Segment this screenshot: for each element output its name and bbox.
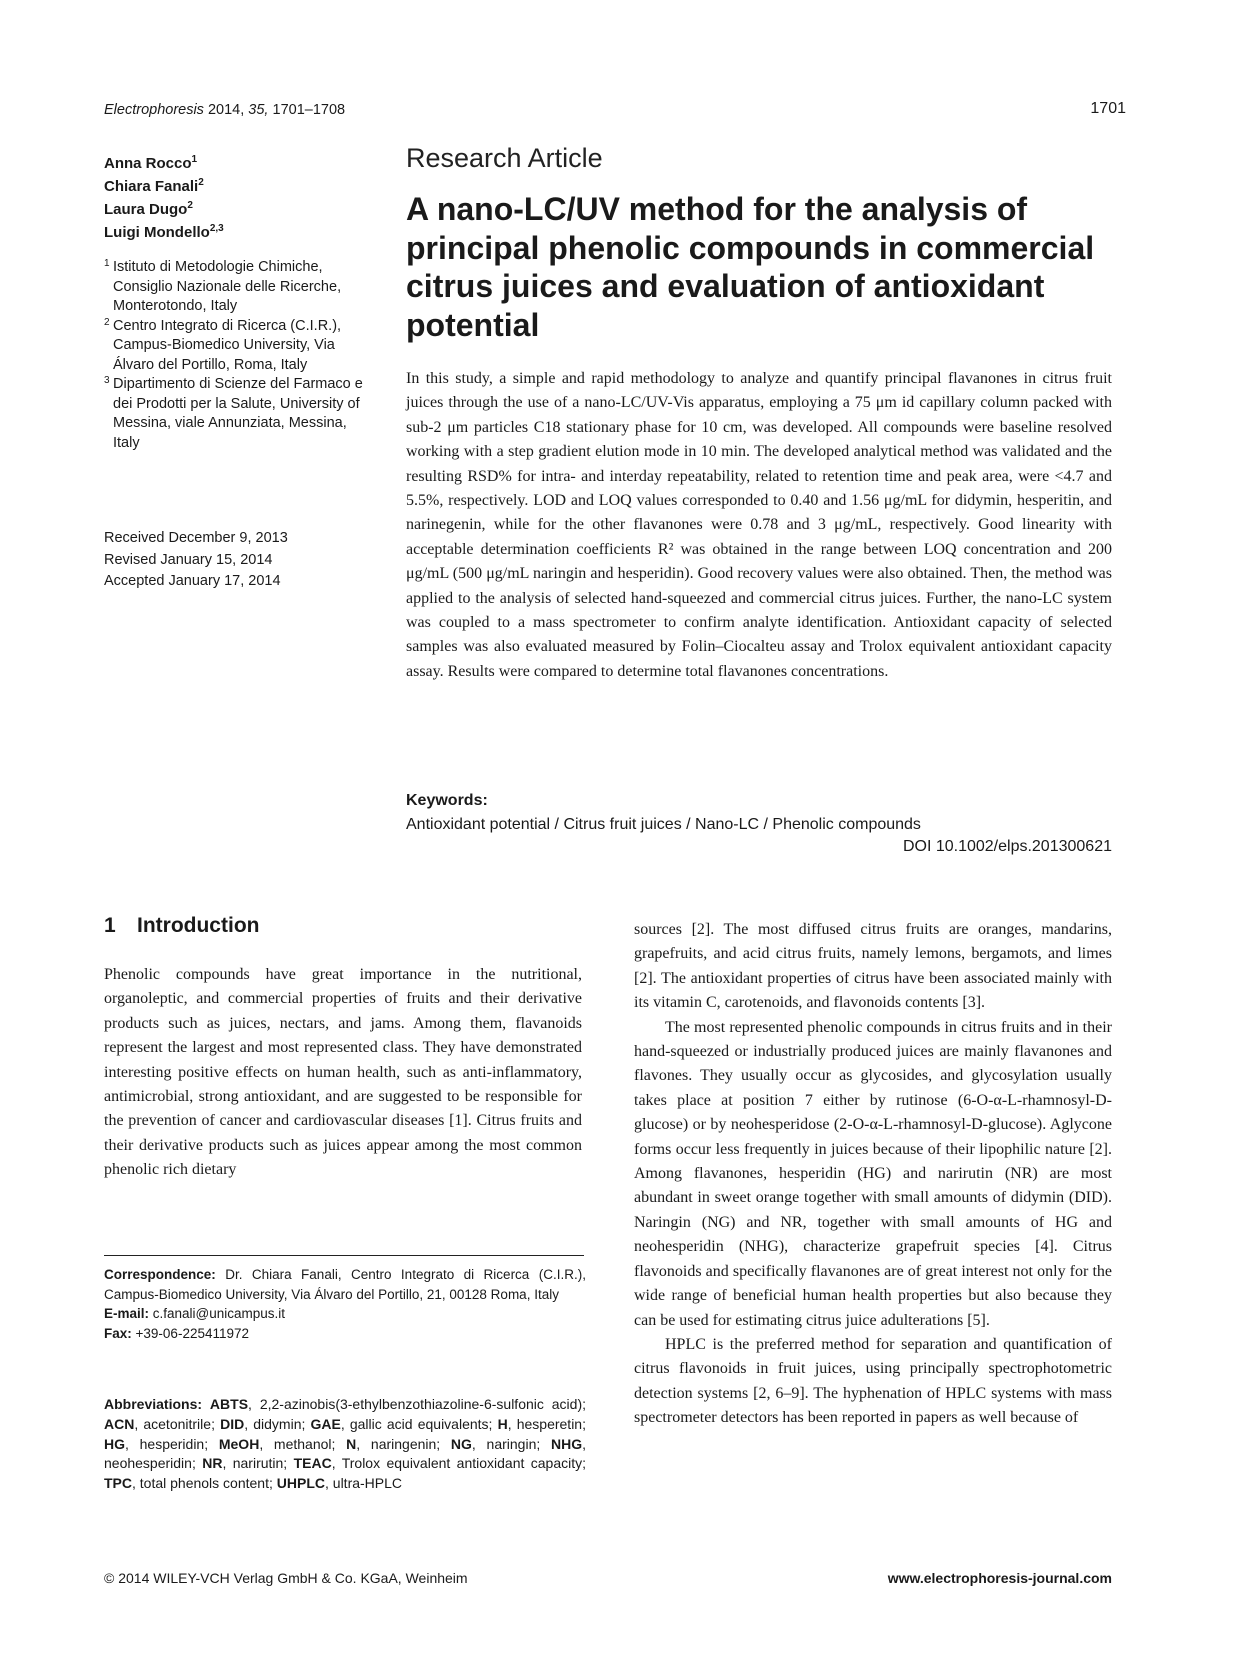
article-title: A nano-LC/UV method for the analysis of principal phenolic compounds in commercial citrus juices and evaluation of antioxidant potential xyxy=(406,191,1095,343)
email-label: E-mail: xyxy=(104,1306,150,1321)
section-heading-introduction xyxy=(104,914,259,938)
journal-pages: 1701–1708 xyxy=(272,102,346,118)
abbreviation-item: TPC, total phenols content; xyxy=(104,1475,277,1492)
section-title: Introduction xyxy=(137,914,260,937)
correspondence-label: Correspondence: xyxy=(104,1267,216,1282)
paragraph: Phenolic compounds have great importance in the nutritional, organoleptic, and commercial properties of fruits and their derivative products such as juices, nectars, and jams. Among them, flavanoids represent the largest and most represented class. They have demonstrated interesting positive effects on human health, such as anti-inflammatory, antimicrobial, strong antioxidant, and are suggested to be responsible for the prevention of cancer and cardiovascular diseases [1]. Citrus fruits and their derivative products such as juices appear among the most common phenolic rich dietary xyxy=(104,966,582,1179)
abbreviation-item: UHPLC, ultra-HPLC xyxy=(276,1475,403,1492)
paragraph: HPLC is the preferred method for separation and quantification of citrus flavonoids in fruit juices, using principally spectrophotometric detection systems [2, 6–9]. The hyphenation of HPLC systems with mass spectrometer detectors has been reported in papers as well because of xyxy=(634,1335,1112,1427)
running-head xyxy=(104,102,345,118)
abbreviation-item: HG, hesperidin; xyxy=(104,1435,219,1452)
abbreviation-item: NHG, neohesperidin; xyxy=(104,1435,586,1472)
abbreviation-item: MeOH, methanol; xyxy=(218,1435,347,1452)
author-list xyxy=(104,150,364,242)
abbreviation-item: GAE, gallic acid equivalents; xyxy=(310,1415,498,1432)
affiliation-list xyxy=(104,258,366,453)
journal-year: 2014, xyxy=(207,102,245,118)
abbreviation-item: H, hesperetin; xyxy=(497,1415,586,1432)
abbreviation-item: ACN, acetonitrile; xyxy=(104,1415,221,1432)
accepted-date: Accepted January 17, 2014 xyxy=(104,573,281,589)
footnote-divider xyxy=(104,1255,584,1256)
abbreviation-item: NR, narirutin; xyxy=(202,1455,294,1472)
abbreviations-label: Abbreviations: xyxy=(104,1396,203,1412)
abbreviation-item: TEAC, Trolox equivalent antioxidant capacity; xyxy=(293,1455,586,1472)
abbreviation-item: N, naringenin; xyxy=(346,1435,451,1452)
body-column-left xyxy=(104,963,582,1183)
author: Luigi Mondello$^{2,3}$ xyxy=(104,223,224,241)
author: Laura Dugo$^2$ xyxy=(104,200,193,218)
fax-label: Fax: xyxy=(104,1325,132,1341)
footer-copyright: © 2014 WILEY-VCH Verlag GmbH & Co. KGaA, Weinheim xyxy=(104,1570,468,1586)
correspondence-note xyxy=(104,1265,586,1343)
author: Chiara Fanali$^2$ xyxy=(104,177,204,195)
footer-url[interactable]: www.electrophoresis-journal.com xyxy=(887,1570,1112,1586)
author: Anna Rocco$^1$ xyxy=(104,154,198,172)
journal-name: Electrophoresis xyxy=(104,102,204,118)
abbreviation-item: NG, naringin; xyxy=(450,1435,551,1452)
section-number: 1 xyxy=(104,914,116,937)
affiliation: 1 Istituto di Metodologie Chimiche, Consiglio Nazionale delle Ricerche, Monterotondo, Italy xyxy=(104,258,342,314)
body-column-right xyxy=(634,918,1112,1431)
keywords-text: Antioxidant potential / Citrus fruit juices / Nano-LC / Phenolic compounds xyxy=(406,816,921,833)
paragraph: The most represented phenolic compounds in citrus fruits and in their hand-squeezed or industrially produced juices are mainly flavanones and flavones. They usually occur as glycosides, and glycosylation usually takes place at position 7 either by rutinose (6-O-α-L-rhamnosyl-D-glucose) or by neohesperidose (2-O-α-L-rhamnosyl-D-glucose). Aglycone forms occur less frequently in juices because of their lipophilic nature [2]. Among flavanones, hesperidin (HG) and narirutin (NR) are most abundant in sweet orange together with small amounts of didymin (DID). Naringin (NG) and NR, together with small amounts of HG and neohesperidin (NHG), characterize grapefruit species [4]. Citrus flavonoids and specifically flavanones are of great interest not only for the wide range of beneficial human health properties but also because they can be used for estimating citrus juice adulterations [5]. xyxy=(634,1018,1112,1329)
affiliation: 3 Dipartimento di Scienze del Farmaco e dei Prodotti per la Salute, University of Messina, viale Annunziata, Messina, Italy xyxy=(104,375,363,451)
correspondence-text: Dr. Chiara Fanali, Centro Integrato di Ricerca (C.I.R.), Campus-Biomedico University, Via Álvaro del Portillo, 21, 00128 Roma, Italy xyxy=(104,1267,586,1302)
abbreviation-item: DID, didymin; xyxy=(220,1415,311,1432)
doi: DOI 10.1002/elps.201300621 xyxy=(902,838,1112,855)
fax-number: +39-06-225411972 xyxy=(135,1325,250,1341)
journal-volume: 35, xyxy=(248,102,269,118)
abbreviations-note xyxy=(104,1395,586,1494)
article-type: Research Article xyxy=(406,143,603,173)
keywords-label: Keywords: xyxy=(406,792,488,809)
email-address[interactable]: c.fanali@unicampus.it xyxy=(152,1306,286,1321)
paragraph: sources [2]. The most diffused citrus fruits are oranges, mandarins, grapefruits, and acid citrus fruits, namely lemons, bergamots, and limes [2]. The antioxidant properties of citrus have been associated mainly with its vitamin C, carotenoids, and flavonoids contents [3]. xyxy=(634,921,1112,1012)
affiliation: 2 Centro Integrato di Ricerca (C.I.R.), Campus-Biomedico University, Via Álvaro del Portillo, Roma, Italy xyxy=(104,316,342,373)
abstract: In this study, a simple and rapid methodology to analyze and quantify principal flavanones in citrus fruit juices through the use of a nano-LC/UV-Vis apparatus, employing a 75 μm id capillary column packed with sub-2 μm particles C18 stationary phase for 10 cm, was developed. All compounds were baseline resolved working with a step gradient elution mode in 10 min. The developed analytical method was validated and the resulting RSD% for intra- and interday repeatability, related to retention time and peak area, were <4.7 and 5.5%, respectively. LOD and LOQ values corresponded to 0.40 and 1.56 μg/mL for didymin, hesperitin, and narinegenin, while for the other flavanones were 0.78 and 3 μg/mL, respectively. Good linearity with acceptable determination coefficients R² was obtained in the range between LOQ concentration and 200 μg/mL (500 μg/mL naringin and hesperidin). Good recovery values were also obtained. Then, the method was applied to the analysis of selected hand-squeezed and commercial citrus juices. Further, the nano-LC system was coupled to a mass spectrometer to confirm analyte identification. Antioxidant capacity of selected samples was also evaluated measured by Folin–Ciocalteu assay and Trolox equivalent antioxidant capacity assay. Results were compared to determine total flavanones concentrations. xyxy=(406,370,1112,680)
revised-date: Revised January 15, 2014 xyxy=(104,551,273,568)
abbreviation-item: ABTS, 2,2-azinobis(3-ethylbenzothiazoline-6-sulfonic acid); xyxy=(209,1396,587,1412)
page-number: 1701 xyxy=(1090,100,1126,117)
received-date: Received December 9, 2013 xyxy=(104,530,288,546)
article-dates xyxy=(104,528,288,593)
